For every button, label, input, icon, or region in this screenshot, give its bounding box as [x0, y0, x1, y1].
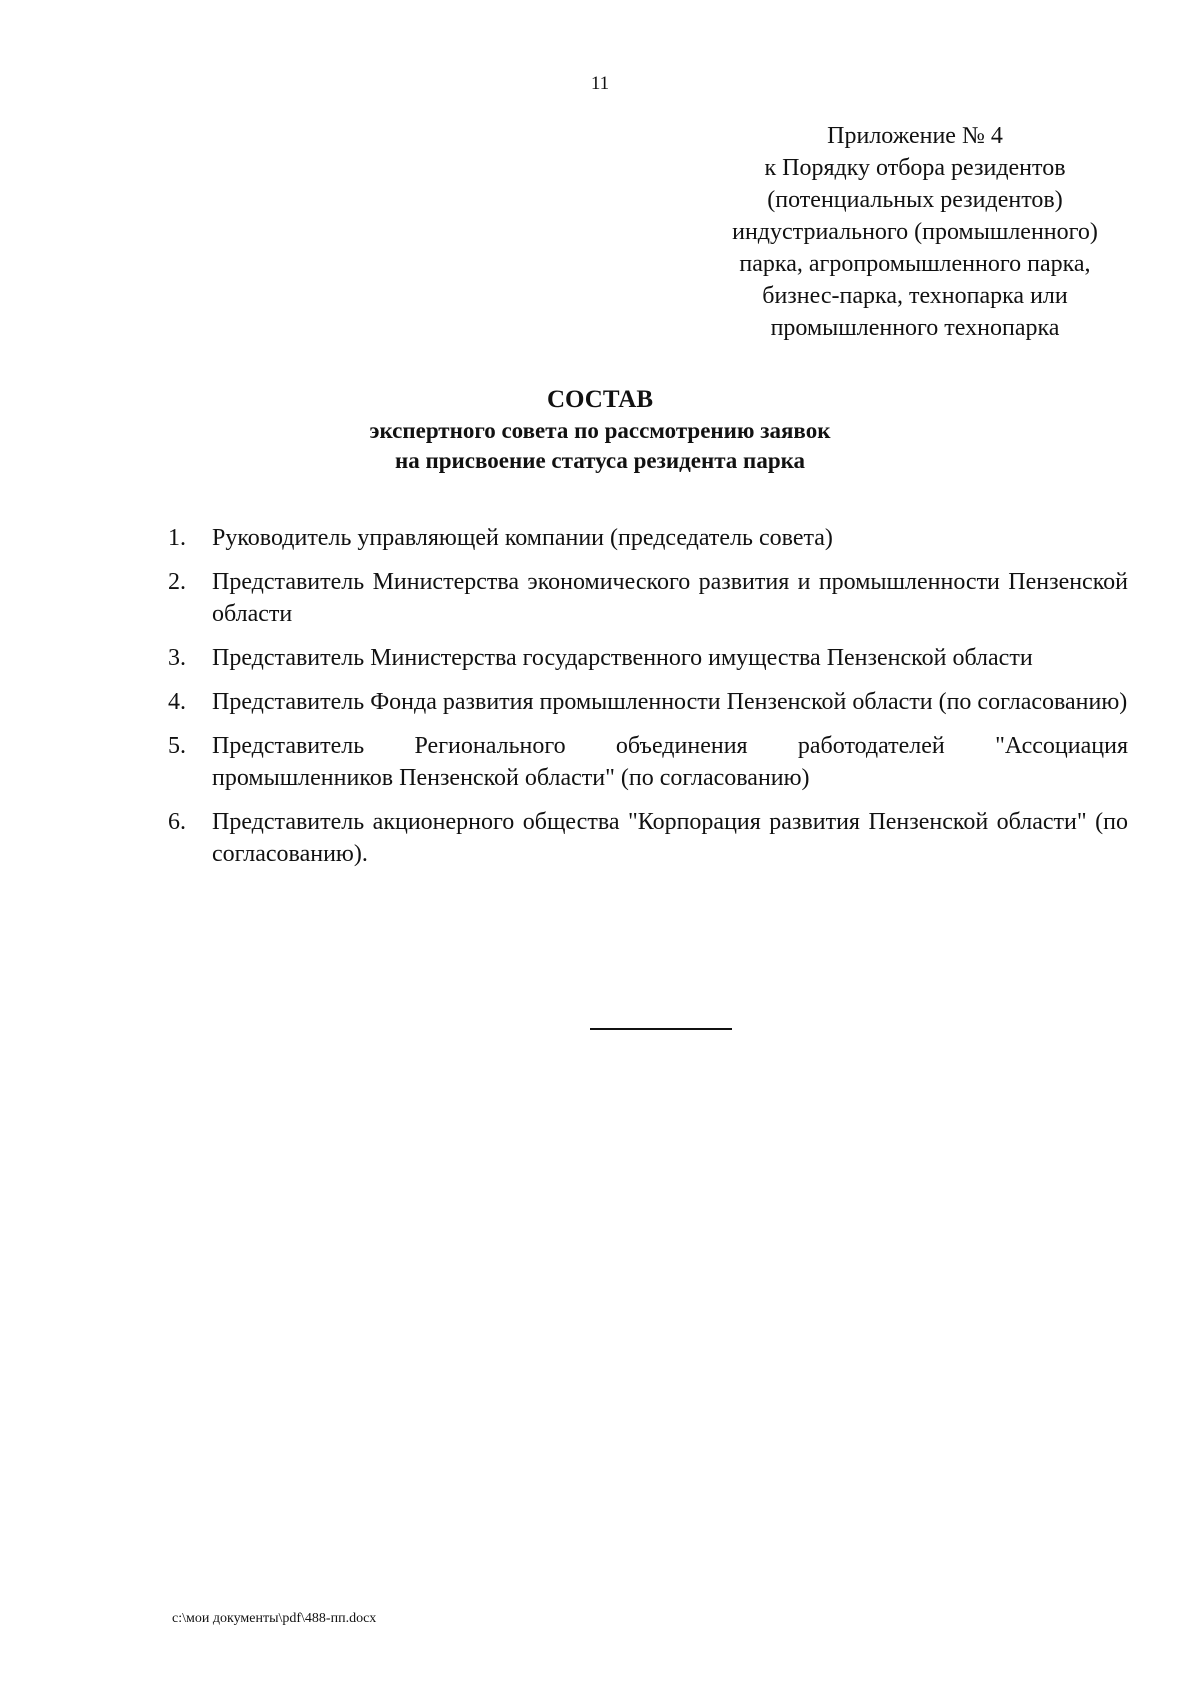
appendix-line: (потенциальных резидентов): [767, 187, 1063, 213]
list-item-number: 5.: [168, 733, 186, 759]
member-list: [168, 522, 1128, 882]
appendix-line: бизнес-парка, технопарка или: [762, 283, 1068, 309]
list-item: [168, 566, 1128, 630]
list-item-text: Руководитель управляющей компании (председатель совета): [212, 525, 833, 551]
list-item-number: 6.: [168, 809, 186, 835]
list-item-text: Представитель Регионального объединения работодателей "Ассоциация промышленников Пензенской области" (по согласованию): [212, 733, 1128, 791]
heading-subtitle-line: на присвоение статуса резидента парка: [394, 448, 806, 473]
appendix-line: промышленного технопарка: [770, 315, 1060, 341]
list-item-number: 2.: [168, 569, 186, 595]
end-divider: [590, 1028, 732, 1030]
page-number: 11: [590, 73, 610, 94]
heading-subtitle-line: экспертного совета по рассмотрению заявок: [369, 418, 831, 443]
list-item: [168, 730, 1128, 794]
footer-file-path: c:\мои документы\pdf\488-пп.docx: [172, 1611, 377, 1626]
appendix-line: к Порядку отбора резидентов: [764, 155, 1066, 181]
list-item: [168, 642, 1128, 674]
list-item-number: 1.: [168, 525, 186, 551]
appendix-line: индустриального (промышленного): [732, 219, 1098, 245]
heading-title: СОСТАВ: [546, 386, 654, 413]
appendix-line: Приложение № 4: [827, 123, 1003, 149]
list-item: [168, 806, 1128, 870]
list-item: [168, 522, 1128, 554]
list-item-text: Представитель Фонда развития промышленности Пензенской области (по согласованию): [212, 689, 1128, 715]
appendix-line: парка, агропромышленного парка,: [739, 251, 1091, 277]
list-item-text: Представитель Министерства государственного имущества Пензенской области: [212, 645, 1033, 671]
document-heading: [0, 384, 1200, 476]
list-item-text: Представитель акционерного общества "Корпорация развития Пензенской области" (по согласованию).: [212, 809, 1128, 867]
appendix-block: [680, 120, 1150, 344]
list-item-number: 3.: [168, 645, 186, 671]
list-item-number: 4.: [168, 689, 186, 715]
list-item: [168, 686, 1128, 718]
list-item-text: Представитель Министерства экономического развития и промышленности Пензенской области: [212, 569, 1128, 627]
